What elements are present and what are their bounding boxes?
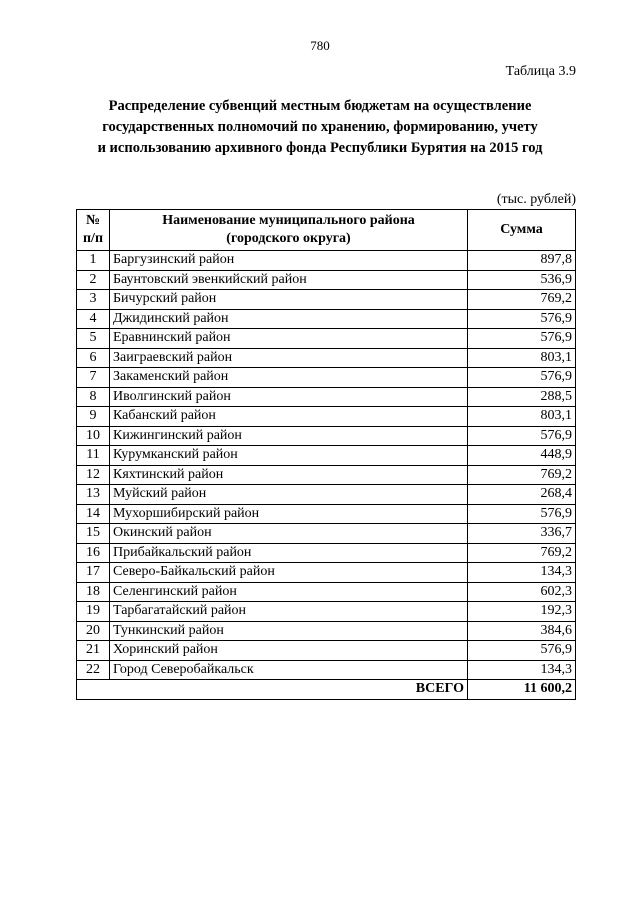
table-row xyxy=(77,251,576,271)
subvention-sum: 448,9 xyxy=(468,446,576,466)
row-number: 17 xyxy=(77,563,110,583)
table-row xyxy=(77,426,576,446)
row-number: 3 xyxy=(77,290,110,310)
table-row xyxy=(77,368,576,388)
row-number: 1 xyxy=(77,251,110,271)
district-name: Кабанский район xyxy=(110,407,468,427)
district-name: Прибайкальский район xyxy=(110,543,468,563)
distribution-table xyxy=(76,209,576,700)
district-name: Окинский район xyxy=(110,524,468,544)
row-number: 5 xyxy=(77,329,110,349)
district-name: Муйский район xyxy=(110,485,468,505)
district-name: Еравнинский район xyxy=(110,329,468,349)
district-name: Закаменский район xyxy=(110,368,468,388)
subvention-sum: 192,3 xyxy=(468,602,576,622)
table-row xyxy=(77,563,576,583)
table-row xyxy=(77,485,576,505)
title-line-3: и использованию архивного фонда Республики Бурятия на 2015 год xyxy=(97,140,543,156)
table-row xyxy=(77,407,576,427)
subvention-sum: 576,9 xyxy=(468,641,576,661)
district-name: Курумканский район xyxy=(110,446,468,466)
row-number: 2 xyxy=(77,270,110,290)
subvention-sum: 576,9 xyxy=(468,329,576,349)
header-number-line-1: № xyxy=(85,213,101,228)
table-row xyxy=(77,660,576,680)
table-row xyxy=(77,641,576,661)
table-row xyxy=(77,348,576,368)
table-row xyxy=(77,465,576,485)
table-label: Таблица 3.9 xyxy=(505,64,576,79)
table-row xyxy=(77,621,576,641)
row-number: 22 xyxy=(77,660,110,680)
table-row xyxy=(77,543,576,563)
district-name: Баргузинский район xyxy=(110,251,468,271)
row-number: 21 xyxy=(77,641,110,661)
table-row xyxy=(77,270,576,290)
title-line-1: Распределение субвенций местным бюджетам на осуществление xyxy=(108,98,532,114)
row-number: 19 xyxy=(77,602,110,622)
header-name-line-2: (городского округа) xyxy=(226,231,351,246)
row-number: 20 xyxy=(77,621,110,641)
district-name: Тарбагатайский район xyxy=(110,602,468,622)
district-name: Северо-Байкальский район xyxy=(110,563,468,583)
subvention-sum: 897,8 xyxy=(468,251,576,271)
district-name: Кижингинский район xyxy=(110,426,468,446)
table-row xyxy=(77,309,576,329)
subvention-sum: 576,9 xyxy=(468,309,576,329)
row-number: 7 xyxy=(77,368,110,388)
subvention-sum: 769,2 xyxy=(468,543,576,563)
header-name-line-1: Наименование муниципального района xyxy=(162,213,415,228)
total-label: ВСЕГО xyxy=(77,680,468,700)
header-name xyxy=(110,210,468,251)
table-row xyxy=(77,504,576,524)
table-row xyxy=(77,290,576,310)
subvention-sum: 288,5 xyxy=(468,387,576,407)
table-row xyxy=(77,602,576,622)
row-number: 14 xyxy=(77,504,110,524)
units-label: (тыс. рублей) xyxy=(496,192,576,207)
table-row xyxy=(77,387,576,407)
row-number: 8 xyxy=(77,387,110,407)
subvention-sum: 576,9 xyxy=(468,368,576,388)
district-name: Бичурский район xyxy=(110,290,468,310)
row-number: 4 xyxy=(77,309,110,329)
document-title xyxy=(60,96,580,159)
header-sum: Сумма xyxy=(468,210,576,251)
table-row xyxy=(77,582,576,602)
district-name: Селенгинский район xyxy=(110,582,468,602)
page-number: 780 xyxy=(310,38,330,53)
table-row xyxy=(77,329,576,349)
header-number-line-2: п/п xyxy=(82,231,104,246)
subvention-sum: 336,7 xyxy=(468,524,576,544)
row-number: 11 xyxy=(77,446,110,466)
row-number: 16 xyxy=(77,543,110,563)
subvention-sum: 384,6 xyxy=(468,621,576,641)
subvention-sum: 803,1 xyxy=(468,407,576,427)
row-number: 12 xyxy=(77,465,110,485)
district-name: Хоринский район xyxy=(110,641,468,661)
subvention-sum: 576,9 xyxy=(468,426,576,446)
subvention-sum: 134,3 xyxy=(468,563,576,583)
table-body xyxy=(77,251,576,680)
district-name: Мухоршибирский район xyxy=(110,504,468,524)
table-row xyxy=(77,524,576,544)
total-row xyxy=(77,680,576,700)
title-line-2: государственных полномочий по хранению, формированию, учету xyxy=(102,119,538,135)
subvention-sum: 769,2 xyxy=(468,465,576,485)
row-number: 9 xyxy=(77,407,110,427)
district-name: Город Северобайкальск xyxy=(110,660,468,680)
row-number: 13 xyxy=(77,485,110,505)
subvention-sum: 803,1 xyxy=(468,348,576,368)
district-name: Иволгинский район xyxy=(110,387,468,407)
district-name: Заиграевский район xyxy=(110,348,468,368)
subvention-sum: 536,9 xyxy=(468,270,576,290)
district-name: Кяхтинский район xyxy=(110,465,468,485)
subvention-sum: 576,9 xyxy=(468,504,576,524)
district-name: Джидинский район xyxy=(110,309,468,329)
district-name: Баунтовский эвенкийский район xyxy=(110,270,468,290)
total-sum: 11 600,2 xyxy=(468,680,576,700)
table-row xyxy=(77,446,576,466)
row-number: 15 xyxy=(77,524,110,544)
row-number: 10 xyxy=(77,426,110,446)
subvention-sum: 268,4 xyxy=(468,485,576,505)
header-number xyxy=(77,210,110,251)
subvention-sum: 602,3 xyxy=(468,582,576,602)
district-name: Тункинский район xyxy=(110,621,468,641)
subvention-sum: 134,3 xyxy=(468,660,576,680)
subvention-sum: 769,2 xyxy=(468,290,576,310)
table-header-row xyxy=(77,210,576,251)
row-number: 6 xyxy=(77,348,110,368)
row-number: 18 xyxy=(77,582,110,602)
